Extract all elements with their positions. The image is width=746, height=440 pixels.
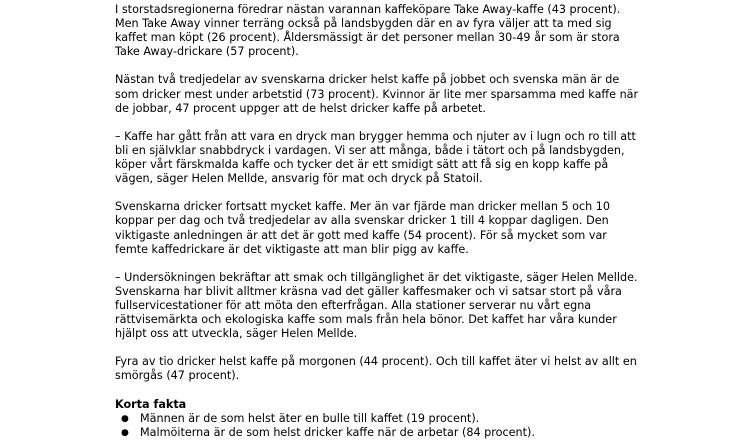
fact-text: Malmöiterna är de som helst dricker kaffe när de arbetar (84 procent). xyxy=(140,425,535,439)
paragraph-coffee-at-work: Nästan två tredjedelar av svenskarna dricker helst kaffe på jobbet och svenska män är de som dricker mest under arbetstid (73 procent). Kvinnor är lite mer sparsamma med kaffe när de jobbar, 47 procent uppger att de helst dricker kaffe på arbetet. xyxy=(115,73,639,115)
paragraph-take-away: I storstadsregionerna föredrar nästan varannan kaffeköpare Take Away-kaffe (43 procent). Men Take Away vinner terräng också på landsbygden där en av fyra väljer att ta med sig kaffet man köpt (26 procent). Åldersmässigt är det personer mellan 30-49 år som är stora Take Away-drickare (57 procent). xyxy=(115,3,621,59)
paragraph-quote-mellde-2: – Undersökningen bekräftar att smak och tillgänglighet är det viktigaste, säger Helen Mellde. Svenskarna har blivit alltmer kräsna vad det gäller kaffesmaker och vi satsar stort på våra fullservicestationer för att möta den efterfrågan. Alla stationer serverar nu vårt egna rättvisemärkta och ekologiska kaffe som mals från hela bönor. Det kaffet har våra kunder hjälpt oss att utveckla, säger Helen Mellde. xyxy=(115,270,638,341)
document-body xyxy=(115,3,640,440)
facts-list xyxy=(115,412,640,440)
fact-item xyxy=(115,426,640,440)
bullet-icon: ● xyxy=(121,413,129,424)
facts-heading: Korta fakta xyxy=(115,397,187,411)
paragraph-morning-coffee: Fyra av tio dricker helst kaffe på morgonen (44 procent). Och till kaffet äter vi helst av allt en smörgås (47 procent). xyxy=(115,355,637,383)
bullet-icon: ● xyxy=(121,427,129,438)
paragraph-quote-mellde-1: – Kaffe har gått från att vara en dryck man brygger hemma och njuter av i lugn och ro till att bli en självklar snabbdryck i vardagen. Vi ser att många, både i tätort och på landsbygden, köper vårt färskmalda kaffe och tycker det är ett smidigt sätt att få sig en kopp kaffe på vägen, säger Helen Mellde, ansvarig för mat och dryck på Statoil. xyxy=(115,129,636,186)
fact-text: Männen är de som helst äter en bulle till kaffet (19 procent). xyxy=(140,411,480,425)
paragraph-cups-per-day: Svenskarna dricker fortsatt mycket kaffe. Mer än var fjärde man dricker mellan 5 och 10 koppar per dag och två tredjedelar av alla svenskar dricker 1 till 4 koppar dagligen. Den viktigaste anledningen är att det är gott med kaffe (54 procent). För så mycket som var femte kaffedrickare är det viktigaste att man blir pigg av kaffe. xyxy=(115,200,611,256)
